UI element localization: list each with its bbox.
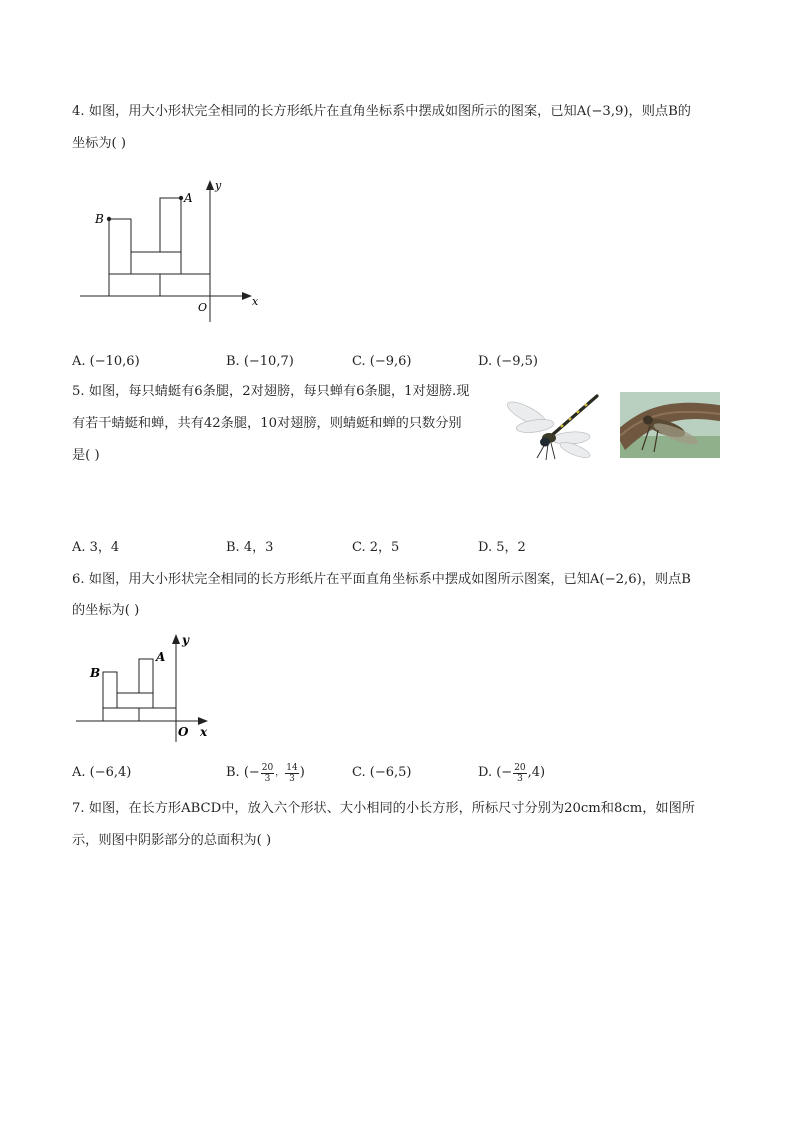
q4-rect-bottom-right	[160, 274, 210, 296]
q6-x-arrow	[198, 717, 208, 725]
q6-label-y: y	[182, 633, 189, 647]
q6-option-b-den2: 3	[289, 773, 295, 784]
q4-rect-bottom-left	[109, 274, 160, 296]
q6-option-d-suffix: ,4)	[527, 765, 546, 780]
q4-point-b	[107, 217, 111, 221]
q6-option-b[interactable]	[226, 759, 305, 787]
q6-option-b-prefix: B. (−	[226, 765, 260, 780]
q6-option-d[interactable]	[478, 759, 545, 787]
q6-option-d-den: 3	[517, 773, 523, 784]
dragonfly-image	[505, 388, 603, 464]
q4-option-b[interactable]: B. (−10,7)	[226, 354, 294, 369]
cicada-image	[620, 392, 720, 458]
q4-x-arrow	[242, 292, 252, 300]
q6-rect-middle	[117, 693, 153, 708]
q4-point-a	[179, 196, 183, 200]
q4-option-a[interactable]: A. (−10,6)	[72, 354, 140, 369]
q4-label-y: y	[215, 179, 222, 192]
q4-rect-right-vertical	[160, 198, 181, 252]
q4-rect-middle	[131, 252, 181, 274]
q5-stem-line1: 5. 如图，每只蜻蜓有6条腿，2对翅膀，每只蝉有6条腿，1对翅膀.现	[72, 384, 470, 399]
q5-option-c[interactable]: C. 2，5	[352, 540, 400, 555]
q4-stem-line1: 4. 如图，用大小形状完全相同的长方形纸片在直角坐标系中摆成如图所示的图案，已知A(−3,9)，则点B的	[72, 104, 691, 119]
q4-label-a: A	[184, 191, 193, 205]
q6-rect-bottom-right	[139, 708, 176, 721]
q7-stem-line1: 7. 如图，在长方形ABCD中，放入六个形状、大小相同的小长方形，所标尺寸分别为20cm和8cm，如图所	[72, 801, 695, 816]
q5-stem-line2: 有若干蜻蜓和蝉，共有42条腿，10对翅膀，则蜻蜓和蝉的只数分别	[72, 416, 462, 431]
q4-option-c[interactable]: C. (−9,6)	[352, 354, 412, 369]
q6-option-b-den1: 3	[264, 773, 271, 784]
q6-rect-bottom-left	[103, 708, 139, 721]
q4-label-b: B	[95, 212, 104, 226]
q6-stem-line1: 6. 如图，用大小形状完全相同的长方形纸片在平面直角坐标系中摆成如图所示图案，已知A(−2,6)，则点B	[72, 572, 691, 587]
q6-figure	[70, 630, 220, 748]
q6-option-b-fraction2	[285, 763, 298, 784]
q4-y-arrow	[206, 180, 214, 190]
q6-rect-right-vertical	[139, 659, 153, 693]
q6-option-b-fraction1	[261, 763, 274, 784]
q5-stem-line3: 是( )	[72, 448, 100, 463]
q4-label-o: O	[198, 301, 208, 314]
q5-option-b[interactable]: B. 4，3	[226, 540, 274, 555]
q6-label-x: x	[200, 725, 208, 739]
q4-rect-left-vertical	[109, 219, 131, 274]
q7-stem-line2: 示，则图中阴影部分的总面积为( )	[72, 833, 272, 848]
q6-option-b-suffix: )	[299, 765, 305, 780]
q5-option-d[interactable]: D. 5，2	[478, 540, 526, 555]
q6-y-arrow	[172, 634, 180, 644]
q6-stem-line2: 的坐标为( )	[72, 603, 140, 618]
q6-option-d-fraction	[513, 763, 526, 784]
q6-option-d-prefix: D. (−	[478, 765, 513, 780]
q4-stem-line2: 坐标为( )	[72, 136, 127, 151]
q6-option-d-num: 20	[514, 762, 526, 773]
q6-option-b-num1: 20	[261, 762, 274, 773]
q6-label-o: O	[178, 725, 189, 739]
q4-label-x: x	[252, 295, 259, 308]
q4-figure	[70, 172, 270, 322]
q5-option-a[interactable]: A. 3，4	[72, 540, 120, 555]
q6-option-a[interactable]: A. (−6,4)	[72, 765, 132, 780]
q6-option-b-num2: 14	[286, 762, 298, 773]
q6-option-b-sep: ，	[275, 768, 285, 778]
q6-option-c[interactable]: C. (−6,5)	[352, 765, 412, 780]
q6-label-a: A	[156, 650, 166, 664]
q6-label-b: B	[90, 666, 101, 680]
q4-option-d[interactable]: D. (−9,5)	[478, 354, 538, 369]
q6-rect-left-vertical	[103, 672, 117, 708]
